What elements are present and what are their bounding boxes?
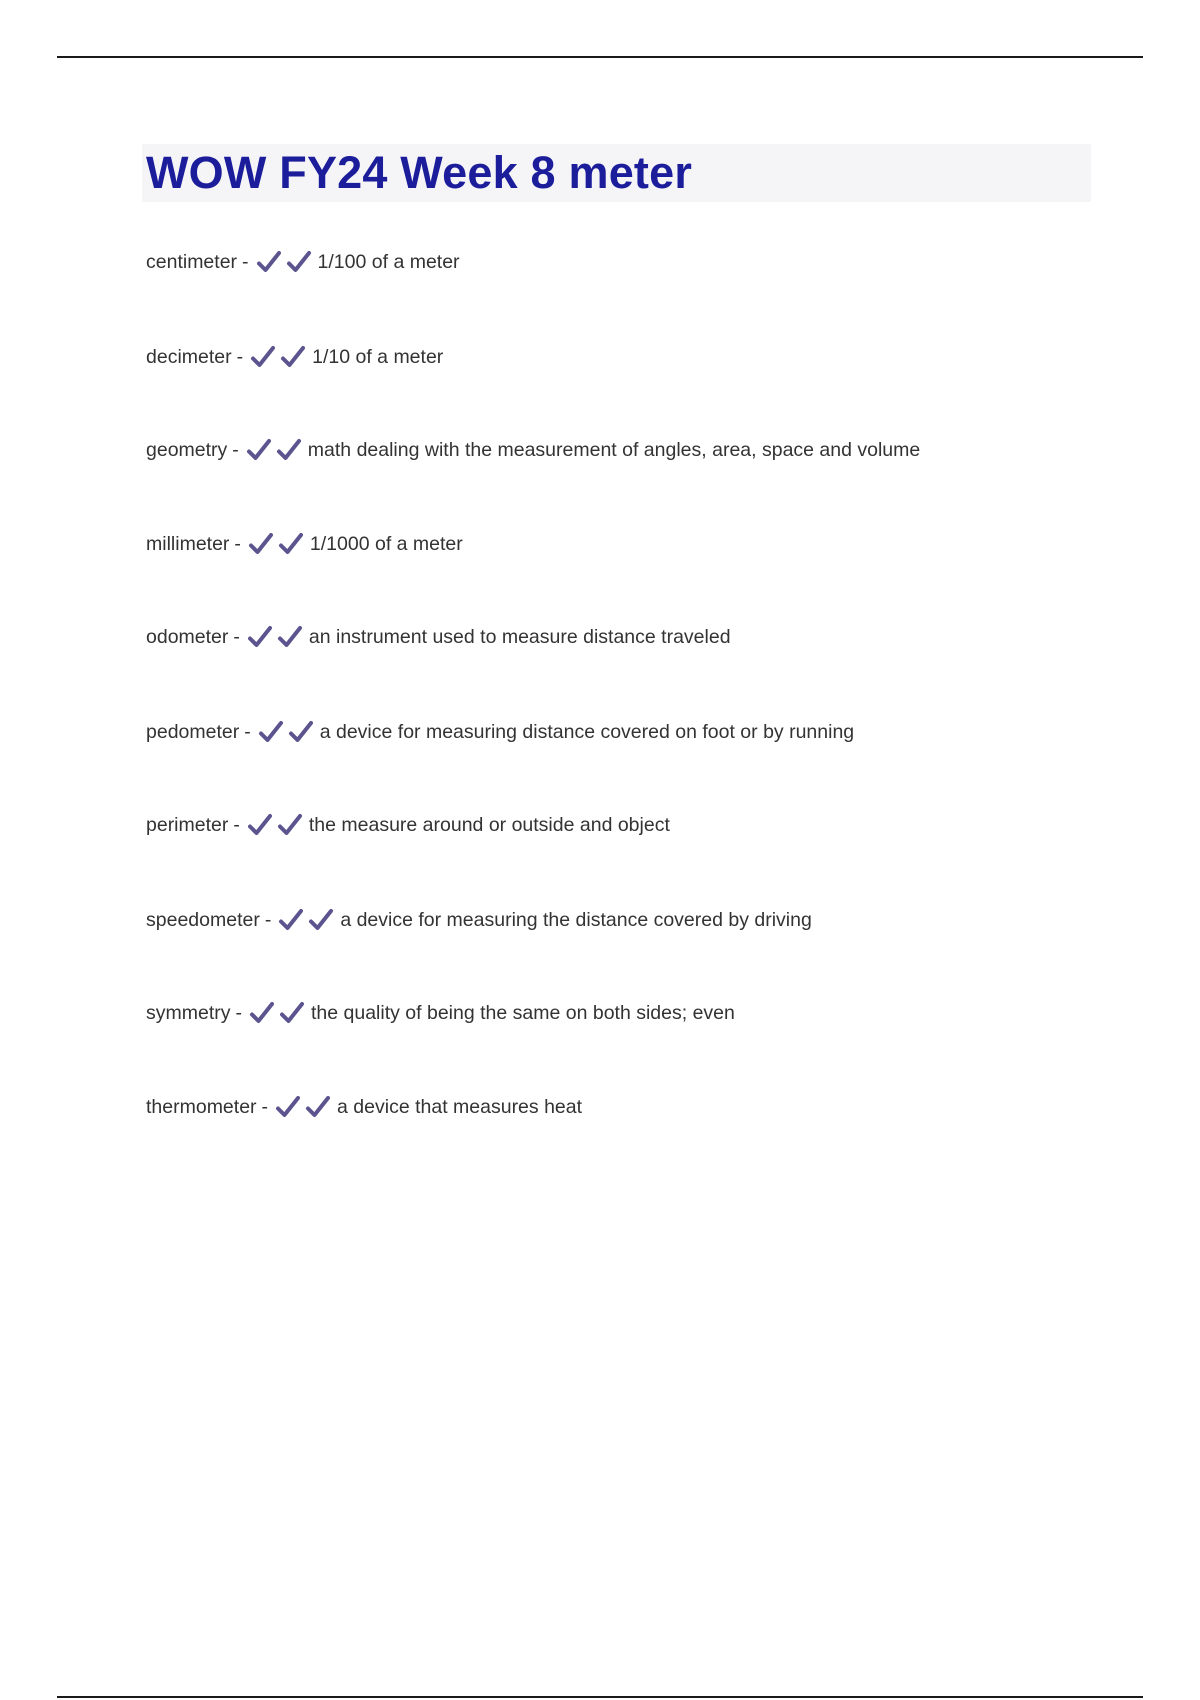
term-definition: 1/10 of a meter (312, 346, 444, 368)
page-title: WOW FY24 Week 8 meter (146, 147, 693, 198)
checkmark-icon (277, 812, 303, 838)
checkmark-icon (279, 1000, 305, 1026)
checkmark-icon (249, 1000, 275, 1026)
term-separator: - (233, 626, 240, 648)
term-definition: an instrument used to measure distance traveled (308, 626, 731, 648)
term-entry-pedometer (146, 717, 854, 747)
term-label: pedometer (146, 721, 240, 743)
term-definition: a device for measuring the distance covered by driving (340, 909, 812, 931)
term-entry-geometry (146, 435, 920, 465)
term-label: thermometer (146, 1096, 257, 1118)
term-definition: 1/1000 of a meter (309, 533, 463, 555)
checkmark-icon (246, 437, 272, 463)
term-label: speedometer (146, 909, 260, 931)
term-entry-centimeter (146, 247, 460, 277)
checkmark-icon (258, 719, 284, 745)
term-definition: the measure around or outside and object (308, 814, 670, 836)
term-entry-millimeter (146, 529, 463, 559)
term-entry-perimeter (146, 810, 670, 840)
checkmark-icon (286, 249, 312, 275)
checkmark-icon (276, 437, 302, 463)
term-entry-thermometer (146, 1092, 582, 1122)
footer-rule (57, 1696, 1143, 1698)
term-label: millimeter (146, 533, 230, 555)
term-separator: - (242, 251, 249, 273)
checkmark-icon (256, 249, 282, 275)
checkmark-icon (308, 907, 334, 933)
term-definition: math dealing with the measurement of angles, area, space and volume (307, 439, 921, 461)
checkmark-icon (278, 531, 304, 557)
term-definition: a device that measures heat (337, 1096, 583, 1118)
term-separator: - (234, 533, 241, 555)
term-definition: the quality of being the same on both sides; even (311, 1002, 735, 1024)
term-definition: 1/100 of a meter (317, 251, 460, 273)
checkmark-icon (247, 624, 273, 650)
term-separator: - (244, 721, 251, 743)
term-separator: - (261, 1096, 269, 1118)
term-entry-symmetry (146, 998, 735, 1028)
checkmark-icon (248, 531, 274, 557)
term-definition: a device for measuring distance covered on foot or by running (319, 721, 855, 743)
header-rule (57, 56, 1143, 58)
term-separator: - (235, 1002, 242, 1024)
term-label: perimeter (146, 814, 229, 836)
checkmark-icon (250, 344, 276, 370)
term-label: centimeter (146, 251, 238, 273)
term-separator: - (233, 814, 240, 836)
term-label: geometry (146, 439, 228, 461)
term-label: symmetry (146, 1002, 231, 1024)
term-entry-decimeter (146, 342, 443, 372)
term-separator: - (232, 439, 239, 461)
checkmark-icon (278, 907, 304, 933)
checkmark-icon (280, 344, 306, 370)
term-separator: - (264, 909, 272, 931)
checkmark-icon (247, 812, 273, 838)
term-separator: - (236, 346, 244, 368)
term-entry-odometer (146, 622, 731, 652)
term-entry-speedometer (146, 905, 812, 935)
checkmark-icon (305, 1094, 331, 1120)
term-label: decimeter (146, 346, 232, 368)
checkmark-icon (288, 719, 314, 745)
checkmark-icon (277, 624, 303, 650)
term-label: odometer (146, 626, 229, 648)
checkmark-icon (275, 1094, 301, 1120)
